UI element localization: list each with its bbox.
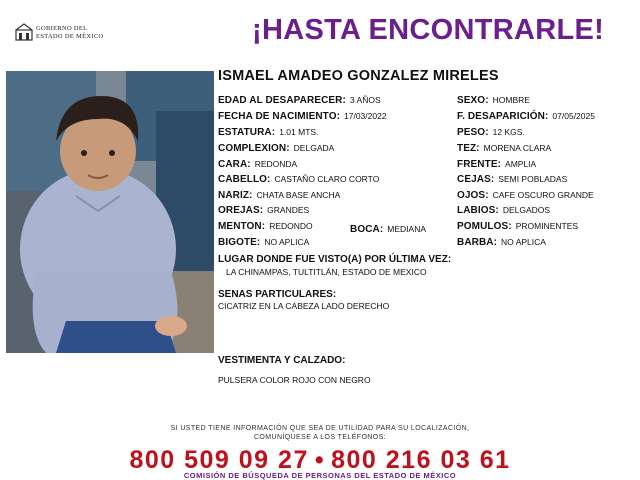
- field-complexion: [218, 142, 334, 155]
- field-value: MEDIANA: [387, 224, 427, 234]
- field-pomulos: [457, 220, 578, 233]
- field-label: CARA:: [218, 159, 251, 170]
- particular-marks-value: CICATRIZ EN LA CABEZA LADO DERECHO: [218, 301, 390, 311]
- field-edad: [218, 94, 381, 107]
- clothing-value: PULSERA COLOR ROJO CON NEGRO: [218, 375, 371, 385]
- field-bigote: [218, 236, 309, 249]
- field-value: CASTAÑO CLARO CORTO: [274, 174, 380, 184]
- field-value: GRANDES: [267, 205, 310, 215]
- field-menton: [218, 220, 313, 233]
- field-cabello: [218, 173, 379, 186]
- field-label: BARBA:: [457, 237, 498, 248]
- field-label: MENTON:: [218, 221, 266, 232]
- field-label: LABIOS:: [457, 205, 499, 216]
- field-ojos: [457, 189, 594, 202]
- field-value: NO APLICA: [264, 237, 310, 247]
- field-label: EDAD AL DESAPARECER:: [218, 95, 346, 106]
- field-nariz: [218, 189, 340, 202]
- phone-number-2: 800 216 03 61: [331, 446, 511, 474]
- phone-number-1: 800 509 09 27: [129, 446, 309, 474]
- commission-name: COMISIÓN DE BÚSQUEDA DE PERSONAS DEL ESTADO DE MÉXICO: [183, 471, 457, 480]
- field-label: BIGOTE:: [218, 237, 261, 248]
- field-value: 12 KGS.: [492, 127, 525, 137]
- field-value: REDONDO: [269, 221, 313, 231]
- logo-line-1: GOBIERNO DEL: [36, 25, 88, 32]
- field-value: 1.01 MTS.: [279, 127, 319, 137]
- field-label: ESTATURA:: [218, 127, 276, 138]
- field-label: CABELLO:: [218, 174, 271, 185]
- field-peso: [457, 126, 525, 139]
- field-label: CEJAS:: [457, 174, 495, 185]
- contact-notice-line-1: SI USTED TIENE INFORMACIÓN QUE SEA DE UTILIDAD PARA SU LOCALIZACIÓN,: [170, 425, 470, 432]
- field-label: FRENTE:: [457, 159, 502, 170]
- state-seal-icon: [14, 22, 34, 42]
- last-seen-value: LA CHINAMPAS, TULTITLÁN, ESTADO DE MEXICO: [226, 267, 427, 277]
- field-value: 07/05/2025: [552, 111, 595, 121]
- field-label: BOCA:: [350, 224, 384, 235]
- field-label: PESO:: [457, 127, 489, 138]
- headline: ¡HASTA ENCONTRARLE!: [252, 14, 605, 46]
- field-cejas: [457, 173, 567, 186]
- field-frente: [457, 158, 536, 171]
- field-cara: [218, 158, 297, 171]
- field-value: AMPLIA: [505, 159, 537, 169]
- field-value: MORENA CLARA: [483, 143, 552, 153]
- contact-notice-line-2: COMUNÍQUESE A LOS TELÉFONOS:: [253, 434, 387, 441]
- field-barba: [457, 236, 546, 249]
- field-label: TEZ:: [457, 143, 480, 154]
- field-value: 3 AÑOS: [349, 95, 381, 105]
- field-label: OREJAS:: [218, 205, 264, 216]
- field-label: NARIZ:: [218, 190, 253, 201]
- field-label: POMULOS:: [457, 221, 512, 232]
- field-fecha-desaparicion: [457, 110, 595, 123]
- field-fecha-nacimiento: [218, 110, 387, 123]
- clothing-label: VESTIMENTA Y CALZADO:: [218, 355, 346, 366]
- field-value: DELGADOS: [502, 205, 551, 215]
- missing-person-photo: [6, 71, 214, 353]
- field-value: SEMI POBLADAS: [498, 174, 568, 184]
- field-value: REDONDA: [254, 159, 298, 169]
- logo-line-2: ESTADO DE MÉXICO: [36, 33, 104, 40]
- field-labios: [457, 204, 550, 217]
- field-value: 17/03/2022: [344, 111, 387, 121]
- field-label: SEXO:: [457, 95, 489, 106]
- field-estatura: [218, 126, 318, 139]
- government-logo: [14, 22, 114, 44]
- field-orejas: [218, 204, 309, 217]
- field-label: FECHA DE NACIMIENTO:: [218, 111, 340, 122]
- field-sexo: [457, 94, 530, 107]
- field-label: F. DESAPARICIÓN:: [457, 111, 549, 122]
- particular-marks-label: SENAS PARTICULARES:: [218, 289, 337, 300]
- field-boca: [350, 223, 426, 236]
- field-value: DELGADA: [293, 143, 335, 153]
- field-tez: [457, 142, 551, 155]
- field-value: CAFE OSCURO GRANDE: [492, 190, 594, 200]
- child-photo-illustration: [6, 71, 214, 353]
- person-name: ISMAEL AMADEO GONZALEZ MIRELES: [218, 68, 499, 84]
- field-value: PROMINENTES: [515, 221, 579, 231]
- phone-separator: •: [314, 446, 326, 474]
- field-label: COMPLEXION:: [218, 143, 290, 154]
- field-value: CHATA BASE ANCHA: [256, 190, 341, 200]
- field-label: OJOS:: [457, 190, 489, 201]
- field-value: HOMBRE: [492, 95, 530, 105]
- field-value: NO APLICA: [501, 237, 546, 247]
- last-seen-label: LUGAR DONDE FUE VISTO(A) POR ÚLTIMA VEZ:: [218, 254, 452, 265]
